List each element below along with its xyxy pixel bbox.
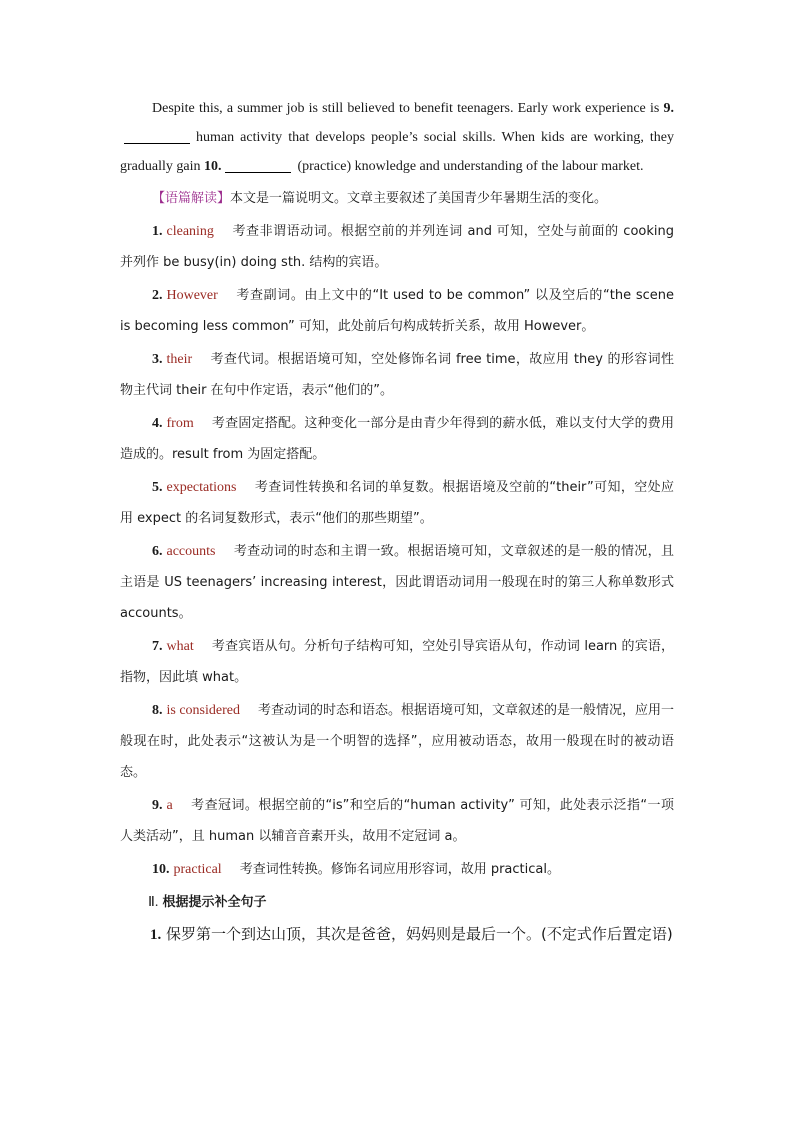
answer-explanation: 考查词性转换。修饰名词应用形容词，故用 practical。 xyxy=(239,862,560,877)
section-title: 根据提示补全句子 xyxy=(162,895,267,910)
intro-paragraph xyxy=(120,183,674,214)
passage-text-3: (practice) knowledge and understanding of the labour market. xyxy=(297,159,644,174)
answer-number: 10. xyxy=(152,862,170,877)
answer-explanation: 考查宾语从句。分析句子结构可知，空处引导宾语从句，作动词 learn 的宾语，指物，因此填 what。 xyxy=(120,639,674,685)
answer-explanation: 考查副词。由上文中的“It used to be common” 以及空后的“the scene is becoming less common” 可知，此处前后句构成转折关系，故用 However。 xyxy=(120,288,674,334)
answer-number: 2. xyxy=(152,288,163,303)
answer-word: is considered xyxy=(166,703,240,718)
answer-word: cleaning xyxy=(166,224,214,239)
answer-word: from xyxy=(166,416,194,431)
question-1 xyxy=(120,920,674,949)
section-roman: Ⅱ. xyxy=(148,895,159,910)
answer-word: their xyxy=(166,352,193,367)
intro-text: 本文是一篇说明文。文章主要叙述了美国青少年暑期生活的变化。 xyxy=(230,191,608,206)
passage-text-1: Despite this, a summer job is still believed to benefit teenagers. Early work experience is xyxy=(152,101,660,116)
answer-item xyxy=(120,216,674,278)
answer-item xyxy=(120,344,674,406)
answer-word: expectations xyxy=(166,480,237,495)
answer-explanation: 考查非谓语动词。根据空前的并列连词 and 可知，空处与前面的 cooking 并列作 be busy(in) doing sth. 结构的宾语。 xyxy=(120,224,674,270)
answer-number: 6. xyxy=(152,544,163,559)
answer-word: accounts xyxy=(166,544,216,559)
answer-explanation: 考查冠词。根据空前的“is”和空后的“human activity” 可知，此处表示泛指“一项人类活动”，且 human 以辅音音素开头，故用不定冠词 a。 xyxy=(120,798,674,844)
answer-item xyxy=(120,790,674,852)
blank-10 xyxy=(225,158,291,173)
question-1-number: 1. xyxy=(150,927,162,943)
question-1-text: 保罗第一个到达山顶，其次是爸爸，妈妈则是最后一个。(不定式作后置定语) xyxy=(166,925,673,943)
answer-explanation: 考查动词的时态和语态。根据语境可知，文章叙述的是一般情况，应用一般现在时，此处表示“这被认为是一个明智的选择”，应用被动语态，故用一般现在时的被动语态。 xyxy=(120,703,674,780)
answer-item xyxy=(120,536,674,629)
answer-number: 7. xyxy=(152,639,163,654)
answer-number: 5. xyxy=(152,480,163,495)
passage-text-2: human activity that develops people’s social skills. When kids are working, they gradually gain xyxy=(120,130,674,174)
answer-item xyxy=(120,631,674,693)
blank-number-10: 10. xyxy=(203,159,222,174)
answer-word: However xyxy=(166,288,218,303)
answer-explanation: 考查动词的时态和主谓一致。根据语境可知，文章叙述的是一般的情况，且主语是 US teenagers’ increasing interest，因此谓语动词用一般现在时的第三人称单数形式 accounts。 xyxy=(120,544,674,621)
blank-number-9: 9. xyxy=(663,101,675,116)
document-page xyxy=(120,94,674,949)
answer-item xyxy=(120,472,674,534)
passage-paragraph xyxy=(120,94,674,181)
answer-number: 4. xyxy=(152,416,163,431)
answer-item xyxy=(120,408,674,470)
answer-word: what xyxy=(166,639,194,654)
answer-list xyxy=(120,216,674,885)
answer-explanation: 考查代词。根据语境可知，空处修饰名词 free time，故应用 they 的形容词性物主代词 their 在句中作定语，表示“他们的”。 xyxy=(120,352,674,398)
answer-word: a xyxy=(166,798,173,813)
answer-word: practical xyxy=(173,862,222,877)
section-heading xyxy=(148,887,674,918)
answer-number: 8. xyxy=(152,703,163,718)
answer-number: 1. xyxy=(152,224,163,239)
blank-9 xyxy=(124,129,190,144)
answer-number: 3. xyxy=(152,352,163,367)
answer-item xyxy=(120,280,674,342)
intro-tag: 【语篇解读】 xyxy=(152,191,231,206)
answer-number: 9. xyxy=(152,798,163,813)
answer-explanation: 考查词性转换和名词的单复数。根据语境及空前的“their”可知，空处应用 expect 的名词复数形式，表示“他们的那些期望”。 xyxy=(120,480,674,526)
answer-item xyxy=(120,695,674,788)
answer-explanation: 考查固定搭配。这种变化一部分是由青少年得到的薪水低，难以支付大学的费用造成的。result from 为固定搭配。 xyxy=(120,416,674,462)
answer-item xyxy=(120,854,674,885)
